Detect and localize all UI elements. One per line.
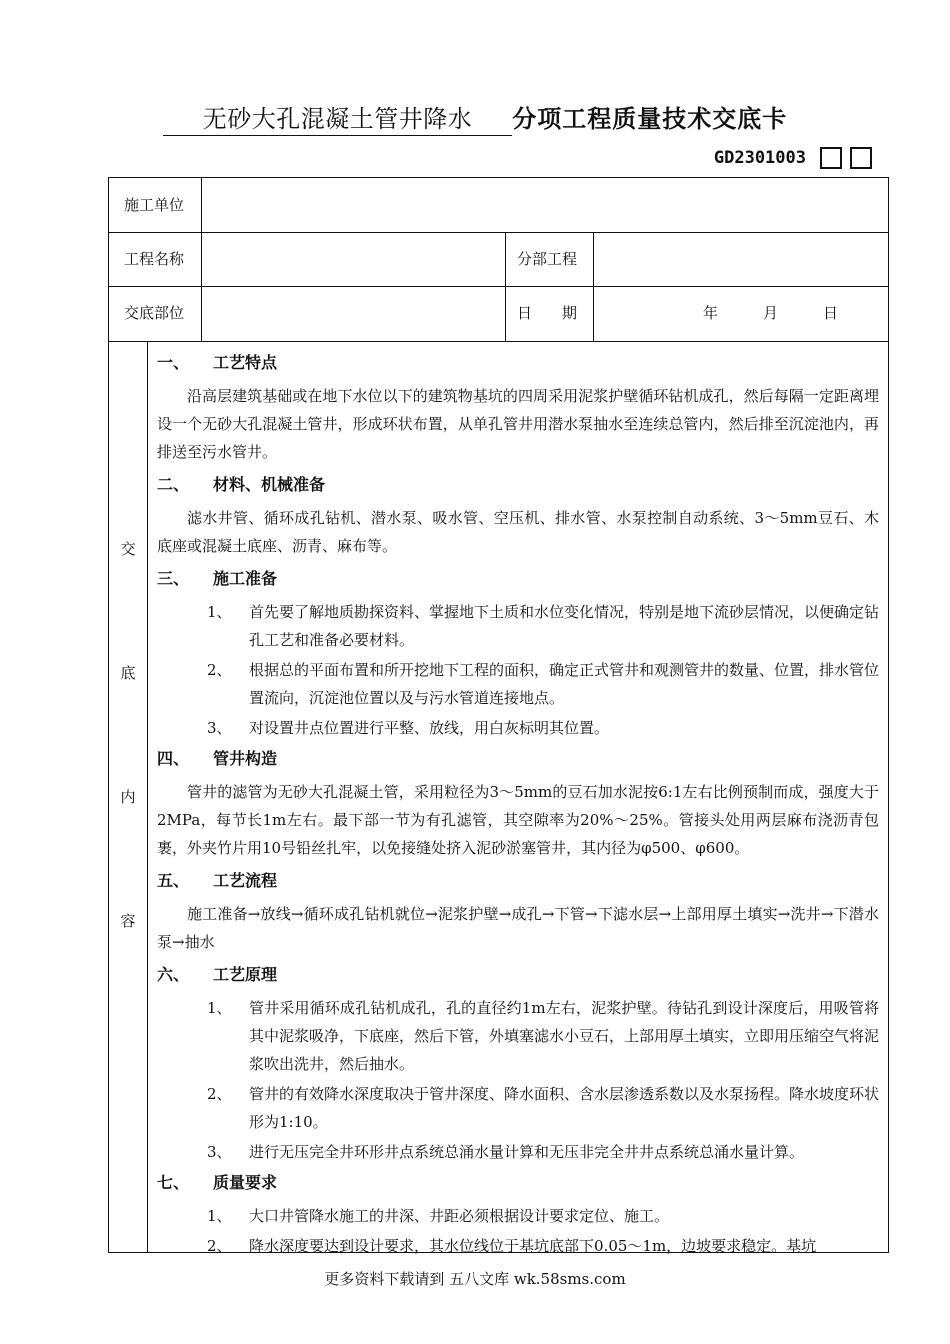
section-heading: 一、 工艺特点 [157,353,278,372]
list-item [157,1080,879,1136]
side-char-1: 交 [120,540,136,558]
label-date: 日 期 [517,304,578,322]
section-heading: 四、 管井构造 [157,749,278,768]
section-heading: 五、 工艺流程 [157,871,278,890]
item-number: 1、 [207,999,232,1017]
item-number: 1、 [207,1207,232,1225]
label-sub-project: 分部工程 [517,250,578,268]
item-text: 根据总的平面布置和所开挖地下工程的面积，确定正式管井和观测管井的数量、位置，排水管位置流向，沉淀池位置以及与污水管道连接地点。 [249,661,880,707]
side-char-3: 内 [120,788,136,806]
row-divider-2 [109,286,888,287]
disclosure-content [157,348,879,1262]
list-item [157,714,879,742]
title-rest: 分项工程质量技术交底卡 [512,104,788,133]
checkbox-2[interactable] [850,147,872,169]
item-text: 大口井管降水施工的井深、井距必须根据设计要求定位、施工。 [249,1207,670,1225]
list-item [157,1232,879,1260]
mid-column-divider [505,232,506,341]
section-heading: 二、 材料、机械准备 [157,475,326,494]
item-text: 首先要了解地质勘探资料、掌握地下土质和水位变化情况，特别是地下流砂层情况，以便确定钻孔工艺和准备必要材料。 [249,603,880,649]
item-number: 1、 [207,603,232,621]
label-disclosure-part: 交底部位 [124,304,185,322]
right-column-divider [593,232,594,341]
side-label [109,342,147,1252]
row-divider-3 [109,341,888,342]
item-number: 2、 [207,1237,232,1255]
label-column-divider [201,178,202,341]
side-char-4: 容 [120,912,136,930]
title-subject: 无砂大孔混凝土管井降水 [163,103,513,136]
section-paragraph: 沿高层建筑基础或在地下水位以下的建筑物基坑的四周采用泥浆护壁循环钻机成孔，然后每隔一定距离埋设一个无砂大孔混凝土管井，形成环状布置，从单孔管井用潜水泵抽水至连续总管内，然后排至沉淀池内，再排送至污水管井。 [157,387,879,461]
label-construction-unit: 施工单位 [124,196,185,214]
item-number: 2、 [207,1085,232,1103]
document-code-row [714,144,872,172]
list-item [157,1202,879,1230]
section-paragraph: 施工准备→放线→循环成孔钻机就位→泥浆护壁→成孔→下管→下滤水层→上部用厚土填实→洗井→下潜水泵→抽水 [157,905,879,951]
section-heading: 七、 质量要求 [157,1173,278,1192]
section-heading: 三、 施工准备 [157,569,278,588]
label-project-name: 工程名称 [124,250,185,268]
date-value: 年 月 日 [703,304,839,322]
footer-link[interactable]: 更多资料下载请到 五八文库 wk.58sms.com [324,1270,626,1288]
item-text: 管井采用循环成孔钻机成孔，孔的直径约1m左右，泥浆护壁。待钻孔到设计深度后，用吸管将其中泥浆吸净，下底座，然后下管，外填塞滤水小豆石，上部用厚土填实，立即用压缩空气将泥浆吹出洗井，然后抽水。 [249,999,880,1073]
list-item [157,1138,879,1166]
checkbox-1[interactable] [820,147,842,169]
form-table [108,177,889,1253]
item-text: 管井的有效降水深度取决于管井深度、降水面积、含水层渗透系数以及水泵扬程。降水坡度环状形为1:10。 [249,1085,880,1131]
item-text: 降水深度要达到设计要求，其水位线位于基坑底部下0.05～1m，边坡要求稳定。基坑 [249,1237,817,1255]
item-text: 对设置井点位置进行平整、放线，用白灰标明其位置。 [249,719,610,737]
list-item [157,598,879,654]
section-paragraph: 滤水井管、循环成孔钻机、潜水泵、吸水管、空压机、排水管、水泵控制自动系统、3～5mm豆石、木底座或混凝土底座、沥青、麻布等。 [157,509,879,555]
list-item [157,656,879,712]
document-title [0,103,950,136]
document-code: GD2301003 [713,148,806,168]
section-heading: 六、 工艺原理 [157,965,278,984]
item-number: 3、 [207,719,232,737]
item-number: 3、 [207,1143,232,1161]
side-column-divider [147,341,148,1253]
row-divider-1 [109,232,888,233]
item-text: 进行无压完全井环形井点系统总涌水量计算和无压非完全井井点系统总涌水量计算。 [249,1143,805,1161]
list-item [157,994,879,1078]
side-char-2: 底 [120,664,136,682]
item-number: 2、 [207,661,232,679]
section-paragraph: 管井的滤管为无砂大孔混凝土管，采用粒径为3～5mm的豆石加水泥按6:1左右比例预制而成，强度大于2MPa，每节长1m左右。最下部一节为有孔滤管，其空隙率为20%～25%。管接头处用两层麻布浇沥青包裹，外夹竹片用10号铅丝扎牢，以免接缝处挤入泥砂淤塞管井，其内径为φ500、φ600。 [157,783,879,857]
